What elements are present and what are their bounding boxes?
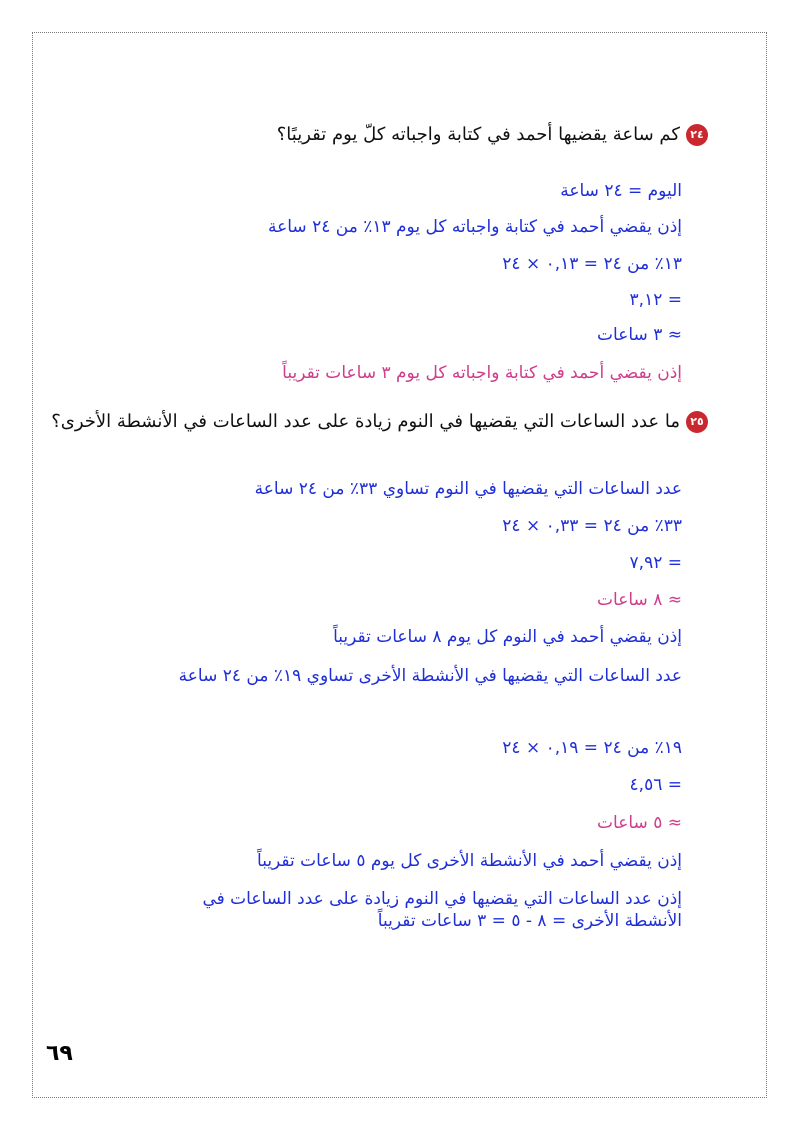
answer-line: = ٣,١٢ (629, 290, 682, 310)
question-text: كم ساعة يقضيها أحمد في كتابة واجباته كلّ يوم تقريبًا؟ (276, 124, 680, 145)
answer-line: اليوم = ٢٤ ساعة (560, 181, 682, 201)
answer-line: إذن يقضي أحمد في الأنشطة الأخرى كل يوم ٥ ساعات تقريباً (257, 851, 682, 871)
answer-line: = ٤,٥٦ (629, 775, 682, 795)
answer-line: إذن عدد الساعات التي يقضيها في النوم زيادة على عدد الساعات في الأنشطة الأخرى = ٨ - ٥ = ٣ ساعات تقريباً (202, 889, 682, 931)
question-25 (51, 410, 708, 434)
answer-line: ٣٣٪ من ٢٤ = ٠,٣٣ × ٢٤ (502, 516, 682, 536)
answer-line: إذن يقضي أحمد في النوم كل يوم ٨ ساعات تقريباً (333, 627, 682, 647)
answer-line: ≈ ٥ ساعات (597, 813, 682, 833)
page-number: ٦٩ (46, 1041, 73, 1066)
question-number-badge: ٢٤ (686, 124, 708, 146)
answer-line: عدد الساعات التي يقضيها في النوم تساوي ٣٣٪ من ٢٤ ساعة (254, 479, 682, 499)
answer-line: = ٧,٩٢ (629, 553, 682, 573)
question-24 (277, 123, 708, 147)
question-text: ما عدد الساعات التي يقضيها في النوم زيادة على عدد الساعات في الأنشطة الأخرى؟ (51, 411, 680, 432)
question-number-badge: ٢٥ (686, 411, 708, 433)
answer-line: ١٣٪ من ٢٤ = ٠,١٣ × ٢٤ (502, 254, 682, 274)
answer-line: عدد الساعات التي يقضيها في الأنشطة الأخرى تساوي ١٩٪ من ٢٤ ساعة (178, 666, 682, 686)
answer-line: ≈ ٨ ساعات (597, 590, 682, 610)
conclusion-line: إذن يقضي أحمد في كتابة واجباته كل يوم ٣ ساعات تقريباً (282, 363, 682, 383)
answer-line: ١٩٪ من ٢٤ = ٠,١٩ × ٢٤ (502, 738, 682, 758)
answer-line: إذن يقضي أحمد في كتابة واجباته كل يوم ١٣٪ من ٢٤ ساعة (267, 217, 682, 237)
answer-line: ≈ ٣ ساعات (597, 325, 682, 345)
